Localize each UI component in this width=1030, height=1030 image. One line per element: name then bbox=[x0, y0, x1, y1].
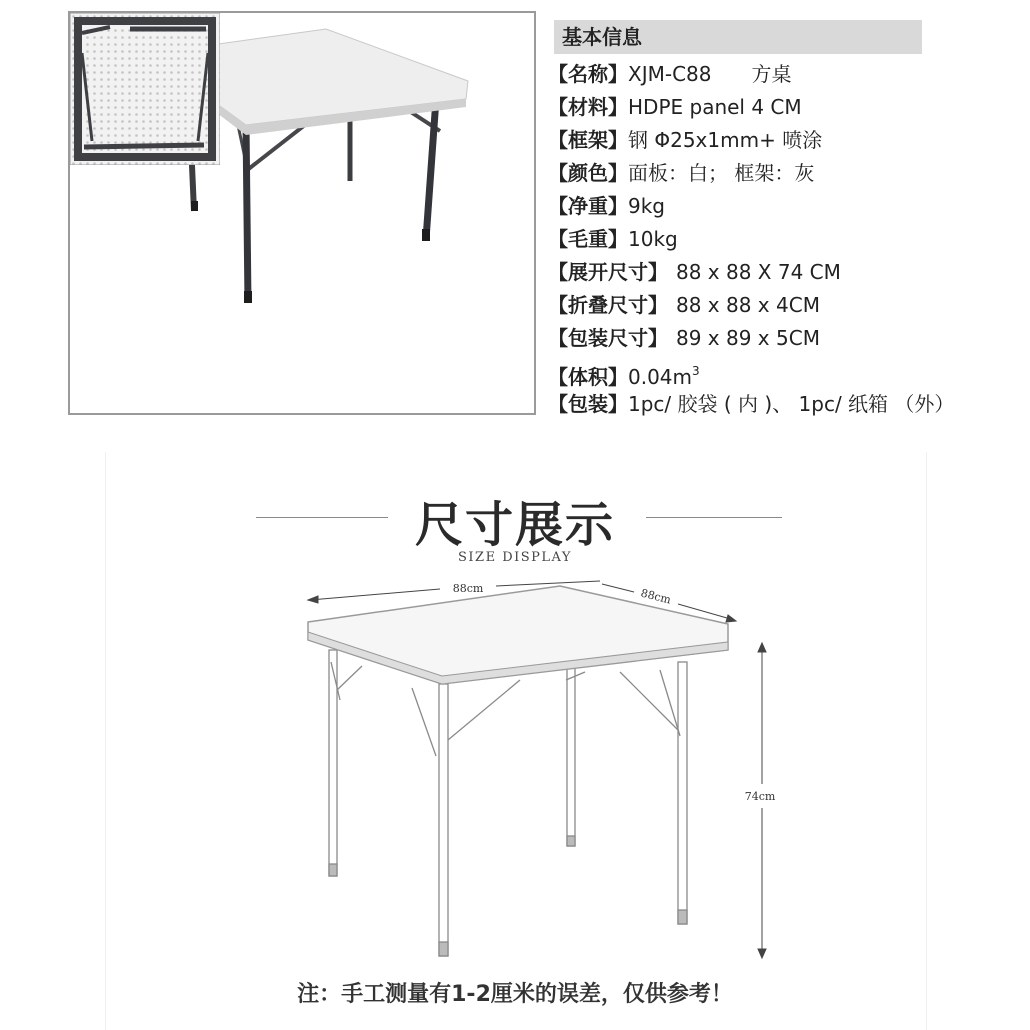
size-display-title: 尺寸展示 bbox=[414, 497, 615, 553]
spec-label: 【名称】 bbox=[548, 62, 628, 86]
spec-label: 【体积】 bbox=[548, 365, 628, 389]
info-header: 基本信息 bbox=[554, 20, 922, 54]
spec-label: 【包装尺寸】 bbox=[548, 326, 668, 350]
spec-value: XJM-C88 方桌 bbox=[628, 62, 792, 86]
height-label: 74cm bbox=[744, 790, 776, 803]
spec-label: 【净重】 bbox=[548, 194, 628, 218]
spec-value: 10kg bbox=[628, 227, 678, 251]
spec-value: 1pc/ 胶袋 ( 内 )、 1pc/ 纸箱 （外） bbox=[628, 392, 955, 416]
spec-value: 89 x 89 x 5CM bbox=[676, 326, 820, 350]
measurement-disclaimer: 注：手工测量有1-2厘米的误差，仅供参考！ bbox=[297, 982, 733, 1007]
spec-label: 【颜色】 bbox=[548, 161, 628, 185]
spec-label: 【展开尺寸】 bbox=[548, 260, 668, 284]
spec-label: 【包装】 bbox=[548, 392, 628, 416]
spec-label: 【毛重】 bbox=[548, 227, 628, 251]
spec-value: 88 x 88 X 74 CM bbox=[676, 260, 841, 284]
back-leg bbox=[567, 668, 575, 846]
depth-label: 88cm bbox=[639, 586, 673, 607]
volume-superscript: 3 bbox=[692, 364, 700, 378]
front-leg bbox=[439, 684, 448, 956]
right-leg bbox=[678, 662, 687, 924]
spec-value: 88 x 88 x 4CM bbox=[676, 293, 820, 317]
size-display-subtitle: SIZE DISPLAY bbox=[458, 550, 572, 565]
spec-label: 【框架】 bbox=[548, 128, 628, 152]
spec-value: 钢 Φ25x1mm+ 喷涂 bbox=[628, 128, 823, 152]
width-label: 88cm bbox=[452, 582, 484, 595]
spec-label: 【折叠尺寸】 bbox=[548, 293, 668, 317]
volume-value: 0.04m bbox=[628, 365, 693, 389]
spec-value: 面板：白； 框架：灰 bbox=[628, 161, 815, 185]
spec-value: 9kg bbox=[628, 194, 666, 218]
spec-label: 【材料】 bbox=[548, 95, 628, 119]
spec-value: HDPE panel 4 CM bbox=[628, 95, 802, 119]
